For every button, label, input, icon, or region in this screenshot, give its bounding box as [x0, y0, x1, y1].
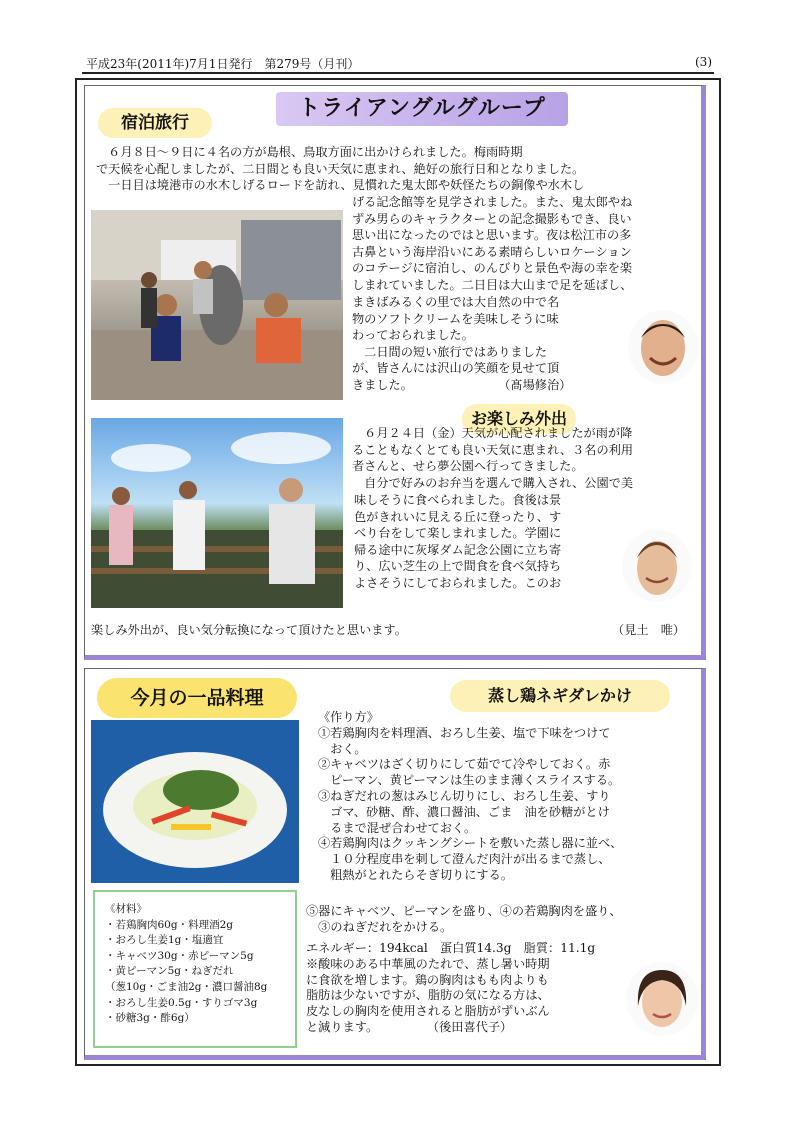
section-title-banner: トライアングルグループ: [276, 92, 568, 126]
text-line: のコテージに宿泊し、のんびりと景色や海の幸を楽: [352, 261, 633, 276]
text-line: 二日間の短い旅行ではありました: [352, 344, 547, 359]
text-line: ゴマ、砂糖、酢、濃口醤油、ごま 油を砂糖がとけ: [318, 804, 610, 819]
text-line: べり台をして楽しまれました。学園に: [354, 526, 562, 541]
outing-author: （見土 唯）: [612, 623, 686, 637]
text-line: まきばみるくの里では大自然の中で名: [352, 295, 560, 309]
text-line: ③ねぎだれの葱はみじん切りにし、おろし生姜、すり: [318, 788, 611, 803]
page-number: (3): [695, 55, 712, 69]
text-line: ・おろし生姜0.5g・すりゴマ3g: [105, 996, 258, 1009]
author-portrait: [628, 310, 698, 384]
text-line: ※酸味のある中華風のたれで、蒸し暑い時期: [306, 956, 550, 971]
issue-header: [86, 55, 712, 72]
text-line: 帰る途中に灰塚ダム記念公園に立ち寄: [354, 542, 562, 557]
outing-heading: お楽しみ外出: [462, 404, 576, 434]
text-line: が、皆さんには沢山の笑顔を見せて頂: [352, 361, 560, 376]
text-line: 皮なしの胸肉を使用されると脂肪がずいぶん: [306, 1004, 550, 1019]
text-line: 物のソフトクリームを美味しそうに味: [352, 311, 559, 326]
text-line: ・砂糖3g・酢6g）: [105, 1012, 195, 1025]
text-line: ②キャベツはざく切りにして茹でて冷やしておく。赤: [318, 757, 611, 772]
nutrition-note: [306, 941, 626, 1036]
text-line: ６月８日～９日に４名の方が島根、鳥取方面に出かけられました。梅雨時期: [96, 145, 523, 159]
text-line: 色がきれいに見える丘に登ったり、す: [354, 509, 562, 524]
trip-body-2: [352, 294, 610, 394]
outing-photo: [91, 418, 343, 608]
recipe-heading: 今月の一品料理: [97, 678, 297, 718]
ingredients-box: [93, 890, 297, 1048]
text-line: 古鼻という海岸沿いにある素晴らしいロケーション: [352, 244, 632, 259]
recipe-steps: [318, 710, 706, 884]
text-line: 思い出になったのではと思います。夜は松江市の多: [352, 228, 632, 243]
text-line: しまれていました。二日目は大山まで足を延ばし、: [352, 277, 633, 292]
text-line: 自分で好みのお弁当を選んで購入され、公園で美: [352, 475, 634, 490]
text-line: ピーマン、黄ピーマンは生のまま薄くスライスする。: [318, 773, 621, 788]
recipe-step-5: [306, 904, 694, 936]
text-line: きました。 （髙場修治）: [352, 377, 572, 392]
text-line: エネルギー：194kcal 蛋白質14.3g 脂質：11.1g: [306, 941, 596, 955]
text-line: ・黄ピーマン5g・ねぎだれ: [105, 965, 234, 978]
dish-name: 蒸し鶏ネギダレかけ: [450, 680, 670, 712]
text-line: ・キャベツ30g・赤ピーマン5g: [105, 949, 254, 962]
text-line: るまで混ぜ合わせておく。: [318, 820, 477, 835]
text-line: と減ります。 （後田喜代子）: [306, 1019, 513, 1034]
text-line: １０分程度串を刺して澄んだ肉汁が出るまで蒸し、: [318, 852, 611, 867]
trip-heading: 宿泊旅行: [98, 108, 212, 138]
author-portrait: [622, 530, 692, 602]
text-line: ることもなくとても良い天気に恵まれ、３名の利用: [352, 442, 634, 457]
trip-photo: [91, 210, 343, 400]
text-line: り、広い芝生の上で間食を食べ気持ち: [354, 559, 562, 574]
text-line: ・若鶏胸肉60g・料理酒2g: [105, 918, 233, 931]
trip-intro: [96, 144, 702, 194]
header-rule: [82, 72, 714, 74]
text-line: 《作り方》: [318, 710, 379, 724]
text-line: （葱10g・ごま油2g・濃口醤油8g: [105, 980, 268, 993]
issue-info: 平成23年(2011年)7月1日発行 第279号（月刊）: [86, 57, 360, 71]
text-line: ④若鶏胸肉はクッキングシートを敷いた蒸し器に並べ、: [318, 836, 623, 851]
text-line: ・おろし生姜1g・塩適宜: [105, 934, 224, 947]
outing-body-2: [354, 492, 616, 592]
text-line: 一日目は境港市の水木しげるロードを訪れ、見慣れた鬼太郎や妖怪たちの銅像や水木し: [96, 178, 585, 193]
outing-last-line: 楽しみ外出が、良い気分転換になって頂けたと思います。: [91, 623, 407, 637]
text-line: ①若鶏胸肉を料理酒、おろし生姜、塩で下味をつけて: [318, 725, 611, 740]
text-line: ⑤器にキャベツ、ピーマンを盛り、④の若鶏胸肉を盛り、: [306, 904, 622, 918]
text-line: おく。: [318, 741, 367, 756]
text-line: ６月２４日（金）天気が心配されましたが雨が降: [352, 426, 633, 440]
text-line: 者さんと、せら夢公園へ行ってきました。: [352, 459, 584, 474]
outing-body: [352, 425, 702, 491]
text-line: に食欲を増します。鶏の胸肉はもも肉よりも: [306, 972, 549, 987]
text-line: 《材料》: [105, 903, 147, 915]
text-line: 脂肪は少ないですが、脂肪の気になる方は、: [306, 988, 550, 1003]
text-line: よさそうにしておられました。このお: [354, 575, 562, 590]
dish-photo: [91, 720, 299, 883]
trip-body: [352, 194, 702, 294]
text-line: げる記念館等を見学されました。また、鬼太郎やね: [352, 195, 633, 209]
text-line: ずみ男らのキャラクターとの記念撮影もでき、良い: [352, 211, 632, 226]
text-line: 味しそうに食べられました。食後は景: [354, 493, 562, 507]
text-line: わっておられました。: [352, 328, 474, 343]
text-line: ③のねぎだれをかける。: [306, 919, 453, 934]
author-portrait: [626, 962, 698, 1036]
text-line: で天候を心配しましたが、二日間とも良い天気に恵まれ、絶好の旅行日和となりました。: [96, 161, 585, 176]
text-line: 粗熱がとれたらそぎ切りにする。: [318, 867, 513, 882]
